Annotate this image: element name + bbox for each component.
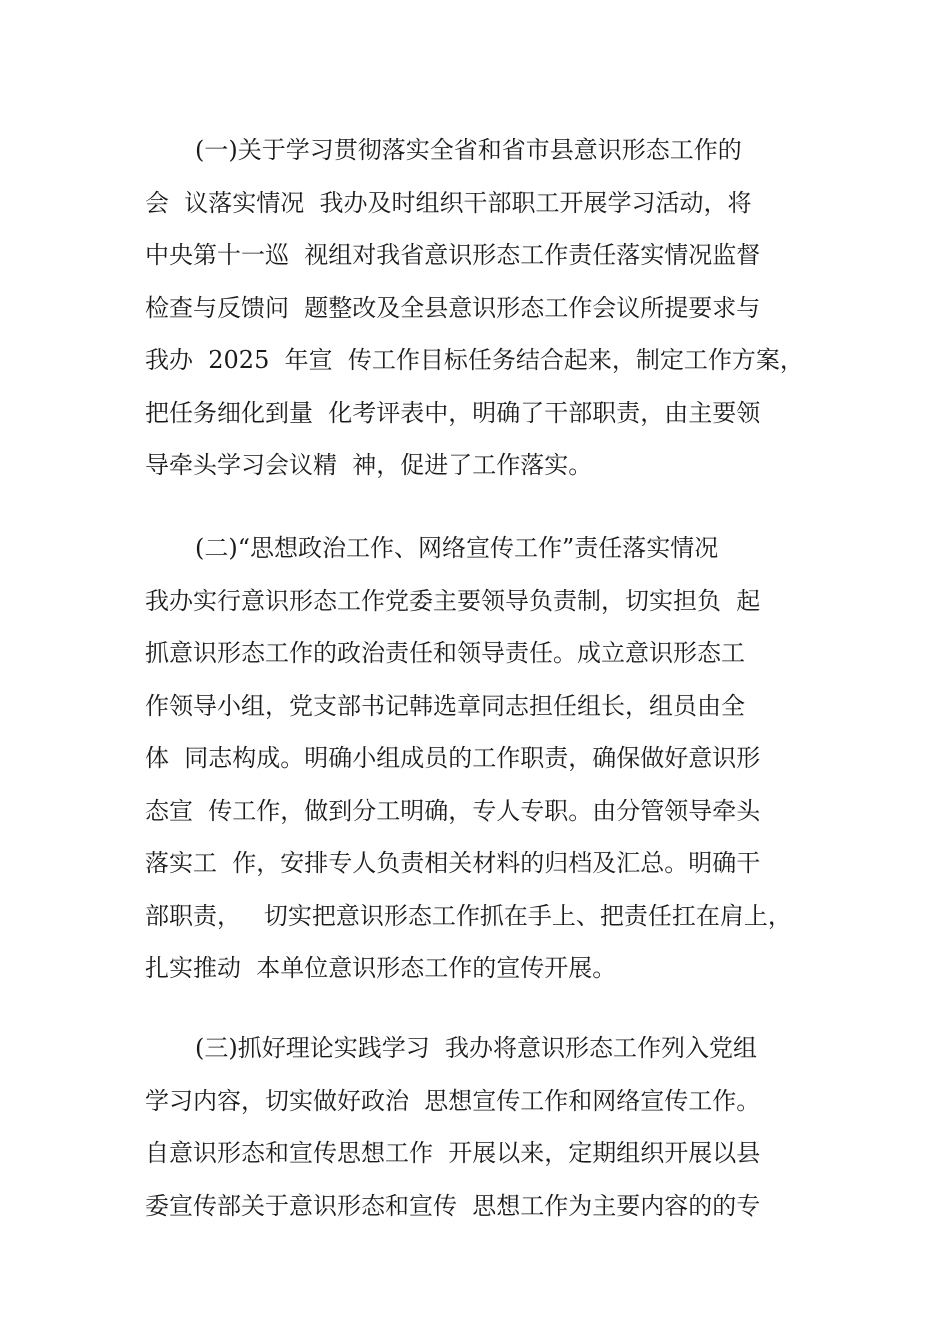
text-line: 会 议落实情况 我办及时组织干部职工开展学习活动，将	[145, 188, 752, 217]
text-line: 我办 2025 年宣 传工作目标任务结合起来，制定工作方案，	[145, 346, 804, 374]
text-line: 体 同志构成。明确小组成员的工作职责，确保做好意识形	[145, 744, 761, 772]
text-line: (一)关于学习贯彻落实全省和省市县意识形态工作的	[195, 136, 742, 164]
text-line: 部职责， 切实把意识形态工作抓在手上、把责任扛在肩上，	[145, 901, 792, 930]
text-line: 学习内容，切实做好政治 思想宣传工作和网络宣传工作。	[145, 1086, 761, 1115]
text-line: 导牵头学习会议精 神，促进了工作落实。	[145, 451, 593, 479]
text-line: 检查与反馈问 题整改及全县意识形态工作会议所提要求与	[145, 293, 761, 322]
text-line: 态宣 传工作，做到分工明确，专人专职。由分管领导牵头	[145, 796, 761, 825]
text-line: 抓意识形态工作的政治责任和领导责任。成立意识形态工	[145, 639, 745, 667]
text-line: (三)抓好理论实践学习 我办将意识形态工作列入党组	[195, 1034, 757, 1062]
text-line: 把任务细化到量 化考评表中，明确了干部职责，由主要领	[145, 398, 761, 427]
paragraph-2	[145, 522, 815, 995]
text-line: 落实工 作，安排专人负责相关材料的归档及汇总。明确干	[145, 849, 761, 877]
text-line: 作领导小组，党支部书记韩选章同志担任组长，组员由全	[145, 691, 745, 720]
text-line: (二)“思想政治工作、网络宣传工作”责任落实情况	[195, 534, 719, 562]
text-line: 中央第十一巡 视组对我省意识形态工作责任落实情况监督	[145, 241, 761, 269]
paragraph-1	[145, 124, 815, 492]
text-line: 自意识形态和宣传思想工作 开展以来，定期组织开展以县	[145, 1139, 761, 1167]
text-line: 我办实行意识形态工作党委主要领导负责制，切实担负 起	[145, 586, 761, 615]
text-line: 委宣传部关于意识形态和宣传 思想工作为主要内容的的专	[145, 1191, 761, 1220]
text-line: 扎实推动 本单位意识形态工作的宣传开展。	[145, 954, 617, 982]
paragraph-3	[145, 1022, 815, 1232]
